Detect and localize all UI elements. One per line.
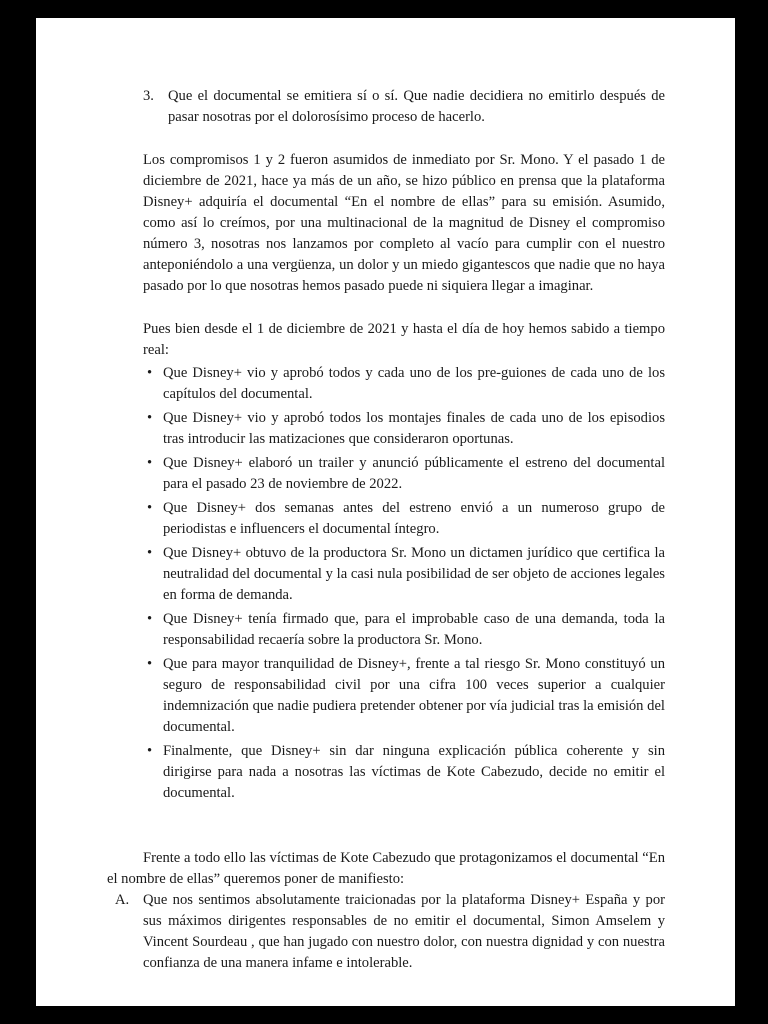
- paragraph-frente: [107, 848, 665, 890]
- list-item: • Que Disney+ tenía firmado que, para el improbable caso de una demanda, toda la responsabilidad recaería sobre la productora Sr. Mono.: [163, 609, 665, 651]
- item-marker: 3.: [143, 88, 154, 104]
- item-text: Que el documental se emitiera sí o sí. Que nadie decidiera no emitirlo después de pasar nosotras por el dolorosísimo proceso de hacerlo.: [168, 88, 665, 125]
- item-text: Que nos sentimos absolutamente traicionadas por la plataforma Disney+ España y por sus máximos dirigentes responsables de no emitir el documental, Simon Amselem y Vincent Sourdeau , que han jugado con nuestro dolor, con nuestra dignidad y con nuestra confianza de una manera infame e intolerable.: [143, 892, 665, 971]
- paragraph-text: Los compromisos 1 y 2 fueron asumidos de inmediato por Sr. Mono. Y el pasado 1 de diciembre de 2021, hace ya más de un año, se hizo público en prensa que la plataforma Disney+ adquiría el documental “En el nombre de ellas” para su emisión. Asumido, como así lo creímos, por una multinacional de la magnitud de Disney el compromiso número 3, nosotras nos lanzamos por completo al vacío para cumplir con el nuestro anteponiéndolo a una vergüenza, un dolor y un miedo gigantescos que nadie que no haya pasado por lo que nosotras hemos pasado puede ni siquiera llegar a imaginar.: [143, 152, 665, 294]
- list-item: • Finalmente, que Disney+ sin dar ninguna explicación pública coherente y sin dirigirse para nada a nosotras las víctimas de Kote Cabezudo, decide no emitir el documental.: [163, 741, 665, 804]
- paragraph-compromisos: [143, 150, 665, 297]
- paragraph-pues-bien: [143, 319, 665, 361]
- lettered-item-a: [115, 890, 665, 974]
- item-marker: A.: [115, 892, 130, 908]
- list-item: • Que Disney+ elaboró un trailer y anunció públicamente el estreno del documental para el pasado 23 de noviembre de 2022.: [163, 453, 665, 495]
- list-item: • Que para mayor tranquilidad de Disney+, frente a tal riesgo Sr. Mono constituyó un seguro de responsabilidad civil por una cifra 100 veces superior a cualquier indemnización que nadie pudiera pretender obtener por vía judicial tras la emisión del documental.: [163, 654, 665, 738]
- list-item: • Que Disney+ obtuvo de la productora Sr. Mono un dictamen jurídico que certifica la neutralidad del documental y la casi nula posibilidad de ser objeto de acciones legales en forma de demanda.: [163, 543, 665, 606]
- paragraph-text: Pues bien desde el 1 de diciembre de 2021 y hasta el día de hoy hemos sabido a tiempo real:: [143, 321, 665, 358]
- list-item: • Que Disney+ vio y aprobó todos los montajes finales de cada uno de los episodios tras introducir las matizaciones que consideraron oportunas.: [163, 408, 665, 450]
- numbered-item-3: [143, 86, 665, 128]
- document-page: [36, 18, 735, 1006]
- bullet-list: [143, 363, 665, 804]
- list-item: • Que Disney+ vio y aprobó todos y cada uno de los pre-guiones de cada uno de los capítulos del documental.: [163, 363, 665, 405]
- list-item: • Que Disney+ dos semanas antes del estreno envió a un numeroso grupo de periodistas e influencers el documental íntegro.: [163, 498, 665, 540]
- paragraph-text: Frente a todo ello las víctimas de Kote Cabezudo que protagonizamos el documental “En el nombre de ellas” queremos poner de manifiesto:: [107, 850, 665, 887]
